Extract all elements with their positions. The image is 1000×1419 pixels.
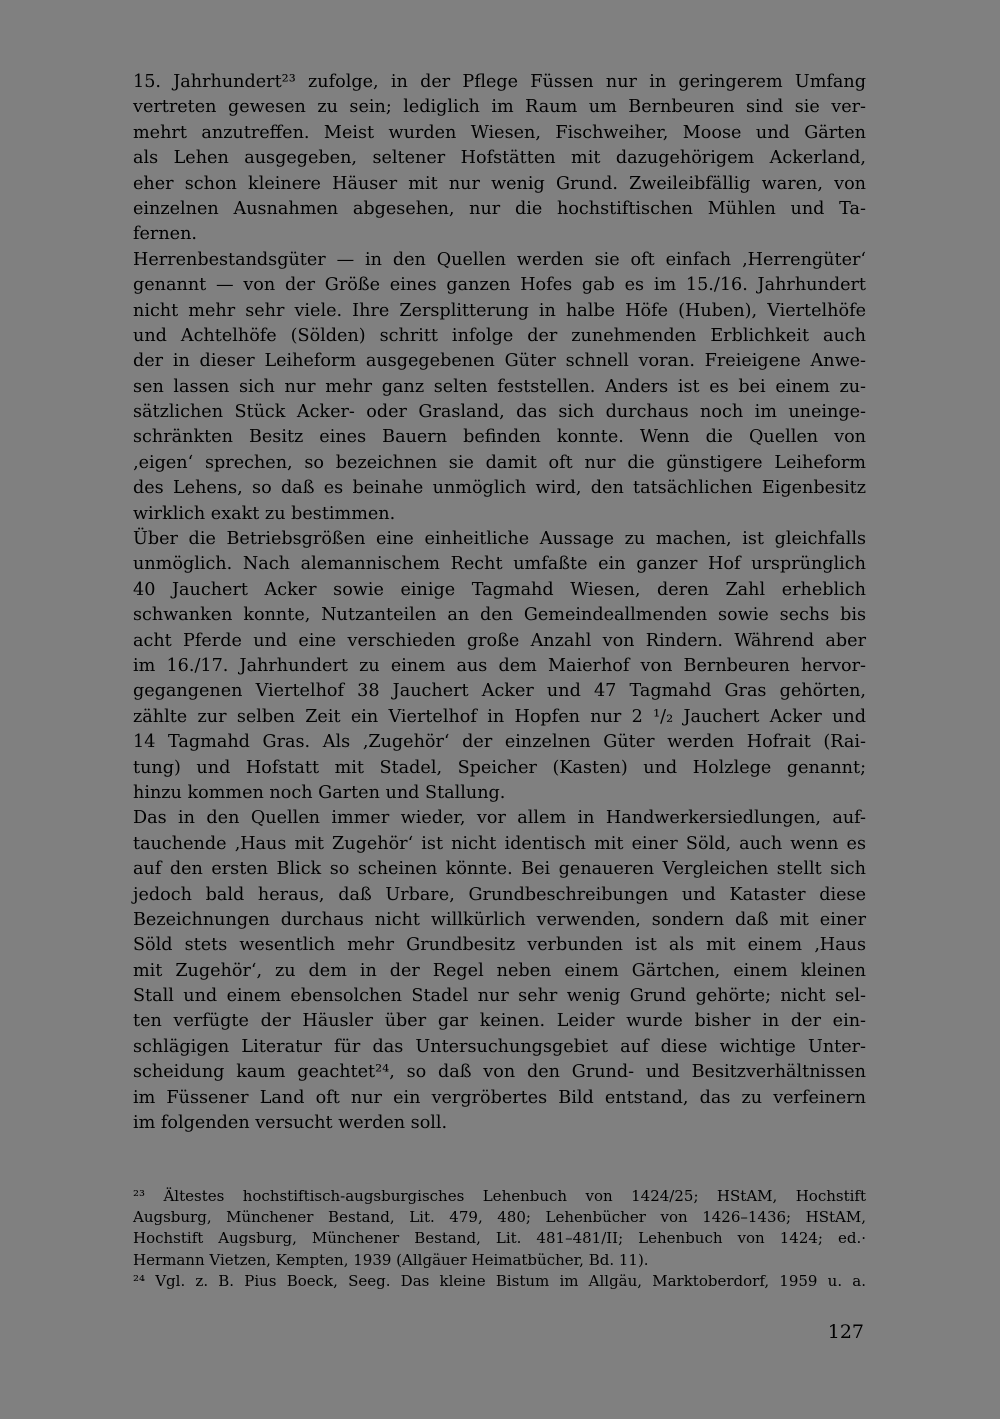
text-line: auf den ersten Blick so scheinen könnte. Bei genaueren Vergleichen stellt sich bbox=[133, 859, 866, 880]
text-line: acht Pferde und eine verschieden große Anzahl von Rindern. Während aber bbox=[133, 630, 866, 651]
text-line: hinzu kommen noch Garten und Stallung. bbox=[133, 782, 506, 803]
text-line: als Lehen ausgegeben, seltener Hofstätten mit dazugehörigem Ackerland, bbox=[133, 148, 866, 169]
text-line: Söld stets wesentlich mehr Grundbesitz verbunden ist als mit einem ‚Haus bbox=[133, 935, 866, 956]
text-line: Das in den Quellen immer wieder, vor allem in Handwerkersiedlungen, auf- bbox=[133, 808, 866, 829]
text-line: zählte zur selben Zeit ein Viertelhof in Hopfen nur 2 ¹/₂ Jauchert Acker und bbox=[133, 706, 866, 727]
text-line: und Achtelhöfe (Sölden) schritt infolge der zunehmenden Erblichkeit auch bbox=[133, 325, 866, 346]
text-line: sen lassen sich nur mehr ganz selten feststellen. Anders ist es bei einem zu- bbox=[133, 376, 866, 397]
text-line: Stall und einem ebensolchen Stadel nur sehr wenig Grund gehörte; nicht sel- bbox=[133, 986, 866, 1007]
text-line: genannt — von der Größe eines ganzen Hofes gab es im 15./16. Jahrhundert bbox=[133, 275, 866, 296]
text-line: ‚eigen‘ sprechen, so bezeichnen sie damit oft nur die günstigere Leiheform bbox=[133, 452, 866, 473]
text-line: fernen. bbox=[133, 224, 198, 245]
text-line: nicht mehr sehr viele. Ihre Zersplitterung in halbe Höfe (Huben), Viertelhöfe bbox=[133, 300, 866, 321]
text-line: scheidung kaum geachtet²⁴, so daß von den Grund- und Besitzverhältnissen bbox=[133, 1062, 866, 1083]
text-line: schlägigen Literatur für das Untersuchungsgebiet auf diese wichtige Unter- bbox=[133, 1036, 866, 1057]
footnote-line: ²³ Ältestes hochstiftisch-augsburgisches Lehenbuch von 1424/25; HStAM, Hochstift bbox=[133, 1187, 866, 1205]
footnotes bbox=[133, 1186, 866, 1292]
footnote-line: Hochstift Augsburg, Münchener Bestand, Lit. 481–481/II; Lehenbuch von 1424; ed.· bbox=[133, 1229, 866, 1248]
text-line: vertreten gewesen zu sein; lediglich im Raum um Bernbeuren sind sie ver- bbox=[133, 97, 866, 118]
text-line: unmöglich. Nach alemannischem Recht umfaßte ein ganzer Hof ursprünglich bbox=[133, 554, 866, 575]
text-line: eher schon kleinere Häuser mit nur wenig Grund. Zweileibfällig waren, von bbox=[133, 173, 866, 194]
body-text bbox=[133, 70, 866, 1136]
text-line: gegangenen Viertelhof 38 Jauchert Acker und 47 Tagmahd Gras gehörten, bbox=[133, 681, 866, 702]
text-line: schwanken konnte, Nutzanteilen an den Gemeindeallmenden sowie sechs bis bbox=[133, 605, 866, 626]
text-line: im 16./17. Jahrhundert zu einem aus dem Maierhof von Bernbeuren hervor- bbox=[133, 655, 866, 676]
text-line: 14 Tagmahd Gras. Als ‚Zugehör‘ der einzelnen Güter werden Hofrait (Rai- bbox=[133, 732, 866, 753]
text-line: Über die Betriebsgrößen eine einheitliche Aussage zu machen, ist gleichfalls bbox=[133, 529, 866, 550]
text-line: tung) und Hofstatt mit Stadel, Speicher (Kasten) und Holzlege genannt; bbox=[133, 757, 866, 778]
text-line: Herrenbestandsgüter — in den Quellen werden sie oft einfach ‚Herrengüter‘ bbox=[133, 249, 866, 270]
text-line: der in dieser Leiheform ausgegebenen Güter schnell voran. Freieigene Anwe- bbox=[133, 351, 866, 372]
text-line: 15. Jahrhundert²³ zufolge, in der Pflege Füssen nur in geringerem Umfang bbox=[133, 72, 866, 92]
text-line: im folgenden versucht werden soll. bbox=[133, 1113, 448, 1134]
text-line: sätzlichen Stück Acker- oder Grasland, das sich durchaus noch im uneinge- bbox=[133, 402, 866, 423]
text-line: wirklich exakt zu bestimmen. bbox=[133, 503, 396, 524]
text-line: mit Zugehör‘, zu dem in der Regel neben einem Gärtchen, einem kleinen bbox=[133, 960, 866, 981]
text-line: im Füssener Land oft nur ein vergröbertes Bild entstand, das zu verfeinern bbox=[133, 1087, 866, 1108]
page-number: 127 bbox=[827, 1321, 864, 1343]
text-line: schränkten Besitz eines Bauern befinden konnte. Wenn die Quellen von bbox=[133, 427, 866, 448]
text-line: 40 Jauchert Acker sowie einige Tagmahd Wiesen, deren Zahl erheblich bbox=[133, 579, 866, 600]
text-line: jedoch bald heraus, daß Urbare, Grundbeschreibungen und Kataster diese bbox=[133, 884, 866, 905]
text-line: Bezeichnungen durchaus nicht willkürlich verwenden, sondern daß mit einer bbox=[133, 909, 866, 930]
text-line: tauchende ‚Haus mit Zugehör‘ ist nicht identisch mit einer Söld, auch wenn es bbox=[133, 833, 866, 854]
text-line: des Lehens, so daß es beinahe unmöglich wird, den tatsächlichen Eigenbesitz bbox=[133, 478, 866, 499]
text-line: einzelnen Ausnahmen abgesehen, nur die hochstiftischen Mühlen und Ta- bbox=[133, 198, 866, 219]
text-line: ten verfügte der Häusler über gar keinen. Leider wurde bisher in der ein- bbox=[133, 1011, 866, 1032]
footnote-line: ²⁴ Vgl. z. B. Pius Boeck, Seeg. Das kleine Bistum im Allgäu, Marktoberdorf, 1959 u. a. bbox=[133, 1271, 866, 1290]
text-line: mehrt anzutreffen. Meist wurden Wiesen, Fischweiher, Moose und Gärten bbox=[133, 122, 866, 143]
footnote-line: Augsburg, Münchener Bestand, Lit. 479, 480; Lehenbücher von 1426–1436; HStAM, bbox=[133, 1208, 866, 1227]
footnote-line: Hermann Vietzen, Kempten, 1939 (Allgäuer Heimatbücher, Bd. 11). bbox=[133, 1250, 649, 1269]
